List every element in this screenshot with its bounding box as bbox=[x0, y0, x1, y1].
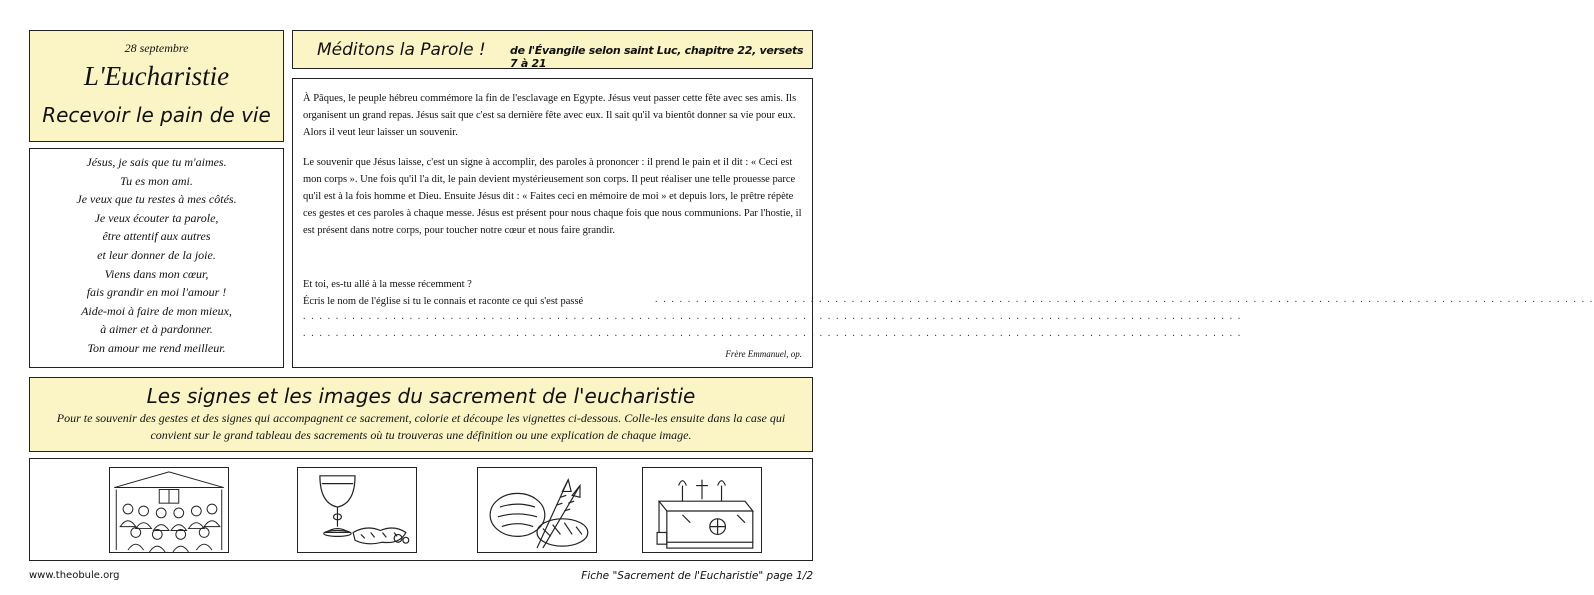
prayer-line: Je veux que tu restes à mes côtés. bbox=[76, 192, 237, 207]
prayer-box bbox=[29, 148, 284, 368]
altar-icon[interactable] bbox=[642, 467, 762, 553]
signs-section bbox=[29, 377, 813, 452]
signs-instructions: Pour te souvenir des gestes et des signes qui accompagnent ce sacrement, colorie et découpe les vignettes ci-dessous. Colle-les ensuite dans la case qui convient sur le grand tableau des sacrements où tu trouveras une définition ou une explication de chaque image. bbox=[56, 411, 786, 442]
question-text: Et toi, es-tu allé à la messe récemment ? bbox=[303, 279, 472, 290]
author-signature: Frère Emmanuel, op. bbox=[725, 349, 802, 359]
meditation-paragraph-1: À Pâques, le peuple hébreu commémore la fin de l'esclavage en Egypte. Jésus veut passer cette fête avec ses amis. Ils organisent un grand repas. Jésus sait que c'est sa dernière fête avec eux. Il sait qu'il va bientôt donner sa vie pour eux. Alors il veut leur laisser un souvenir. bbox=[303, 93, 797, 138]
prayer-line: Tu es mon ami. bbox=[120, 173, 193, 188]
chalice-and-bread-icon[interactable] bbox=[297, 467, 417, 553]
prayer-line: Jésus, je sais que tu m'aimes. bbox=[86, 155, 227, 169]
prayer-line: fais grandir en moi l'amour ! bbox=[86, 285, 227, 300]
prayer-line: et leur donner de la joie. bbox=[97, 247, 216, 262]
prayer-line: Aide-moi à faire de mon mieux, bbox=[81, 303, 232, 318]
prayer-line: à aimer et à pardonner. bbox=[100, 322, 213, 337]
bread-and-wheat-icon[interactable] bbox=[477, 467, 597, 553]
prayer-line: Je veux écouter ta parole, bbox=[94, 210, 219, 225]
meditation-text-box bbox=[292, 78, 1594, 368]
meditation-title: Méditons la Parole ! bbox=[317, 40, 486, 60]
congregation-icon[interactable] bbox=[109, 467, 229, 553]
answer-line[interactable]: . . . . . . . . . . . . . . . . . . . . . . . . . . . . . . . . . . . . . . . . . . . . . . . . . . . . . . . . . . . . . . . . . . . . . . . . . . . . . . . . . . . . . . . . . . . . . . . . . . . . . . . . . . . . . . . . . . . bbox=[655, 294, 1594, 305]
prayer-line: être attentif aux autres bbox=[102, 229, 211, 244]
date-label: 28 septembre bbox=[124, 41, 189, 55]
signs-title: Les signes et les images du sacrement de l'eucharistie bbox=[146, 384, 696, 408]
title-box bbox=[29, 30, 284, 142]
answer-line[interactable]: . . . . . . . . . . . . . . . . . . . . . . . . . . . . . . . . . . . . . . . . . . . . . . . . . . . . . . . . . . . . . . . . . . . . . . . . . . . . . . . . . . . . . . . . . . . . . . . . . . . . . . . . . . . . . . . . . . . bbox=[303, 311, 1242, 322]
meditation-header bbox=[292, 30, 813, 69]
page-title: L'Eucharistie bbox=[83, 61, 230, 91]
meditation-paragraph-2: Le souvenir que Jésus laisse, c'est un signe à accomplir, des paroles à prononcer : il prend le pain et il dit : « Ceci est mon corps ». Une fois qu'il l'a dit, le pain devient mystérieusement son corps. Il peut réaliser une telle prouesse parce qu'il est à la fois homme et Dieu. Ensuite Jésus dit : « Faites ceci en mémoire de moi » et depuis lors, le prêtre répète ces gestes et ces paroles à chaque messe. Jésus est présent pour nous chaque fois que nous communions. Par l'hostie, il est présent dans notre corps, pour toucher notre cœur et nous faire grandir. bbox=[303, 157, 802, 236]
answer-line[interactable]: . . . . . . . . . . . . . . . . . . . . . . . . . . . . . . . . . . . . . . . . . . . . . . . . . . . . . . . . . . . . . . . . . . . . . . . . . . . . . . . . . . . . . . . . . . . . . . . . . . . . . . . . . . . . . . . . . . . bbox=[303, 328, 1242, 339]
vignettes-strip bbox=[29, 458, 813, 561]
page-label: Fiche "Sacrement de l'Eucharistie" page 1/2 bbox=[581, 570, 813, 582]
prayer-list bbox=[30, 153, 283, 358]
page-subtitle: Recevoir le pain de vie bbox=[42, 103, 271, 127]
prayer-line: Viens dans mon cœur, bbox=[104, 266, 209, 281]
website-link[interactable]: www.theobule.org bbox=[29, 570, 120, 581]
gospel-reference: de l'Évangile selon saint Luc, chapitre 22, versets 7 à 21 bbox=[510, 44, 804, 70]
instruction-text: Écris le nom de l'église si tu le connais et raconte ce qui s'est passé bbox=[303, 296, 584, 307]
prayer-line: Ton amour me rend meilleur. bbox=[87, 340, 226, 355]
